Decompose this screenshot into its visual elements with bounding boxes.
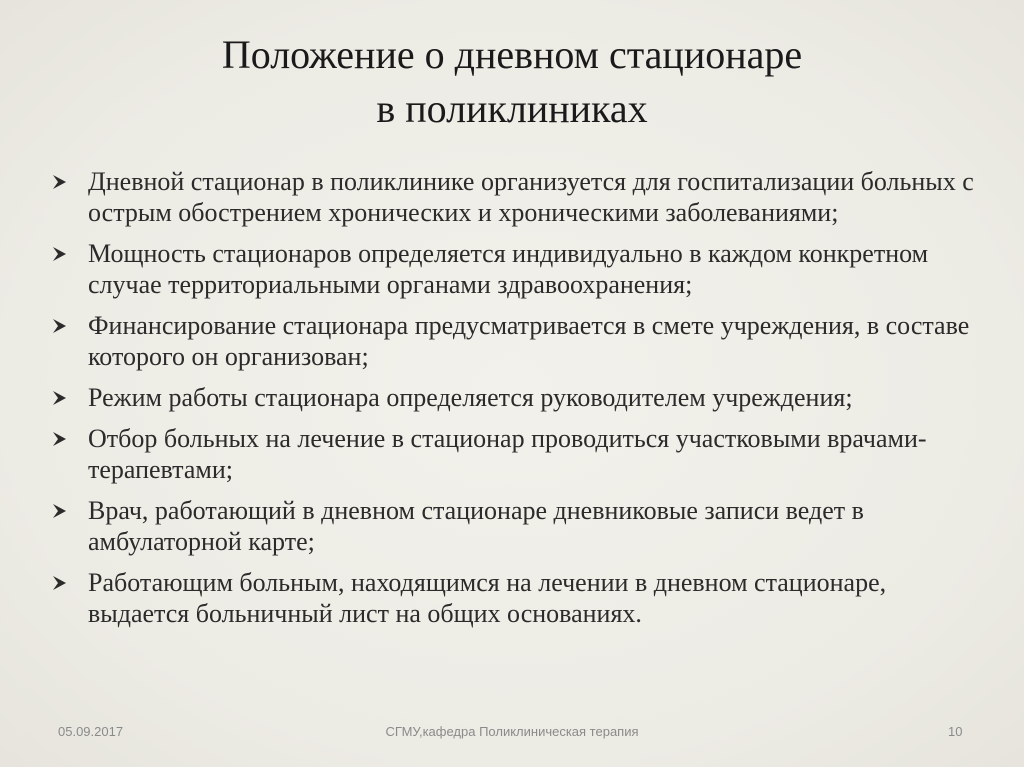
bullet-text: Финансирование стационара предусматривается в смете учреждения, в составе которого он организован;: [88, 311, 970, 371]
title-line-2: в поликлиниках: [376, 86, 648, 131]
footer-caption: СГМУ,кафедра Поликлиническая терапия: [385, 724, 639, 739]
arrow-bullet-icon: [52, 382, 74, 413]
list-item: [50, 238, 980, 300]
list-item: [50, 310, 980, 372]
arrow-bullet-icon: [52, 310, 74, 341]
list-item: [50, 382, 980, 413]
bullet-list: [50, 166, 980, 639]
bullet-text: Дневной стационар в поликлинике организуется для госпитализации больных с острым обострением хронических и хроническими заболеваниями;: [88, 167, 974, 227]
title-line-1: Положение о дневном стационаре: [221, 32, 803, 77]
arrow-bullet-icon: [52, 423, 74, 454]
list-item: [50, 567, 980, 629]
bullet-text: Врач, работающий в дневном стационаре дневниковые записи ведет в амбулаторной карте;: [88, 496, 864, 556]
bullet-text: Отбор больных на лечение в стационар проводиться участковыми врачами-терапевтами;: [88, 424, 927, 484]
arrow-bullet-icon: [52, 238, 74, 269]
page-number: 10: [948, 724, 963, 739]
bullet-text: Работающим больным, находящимся на лечении в дневном стационаре, выдается больничный лист на общих основаниях.: [88, 568, 887, 628]
arrow-bullet-icon: [52, 166, 74, 197]
footer-date: 05.09.2017: [58, 724, 124, 739]
bullet-text: Режим работы стационара определяется руководителем учреждения;: [88, 383, 853, 412]
slide-title: [0, 28, 1024, 136]
list-item: [50, 423, 980, 485]
bullet-text: Мощность стационаров определяется индивидуально в каждом конкретном случае территориальными органами здравоохранения;: [88, 239, 929, 299]
list-item: [50, 495, 980, 557]
list-item: [50, 166, 980, 228]
arrow-bullet-icon: [52, 495, 74, 526]
arrow-bullet-icon: [52, 567, 74, 598]
